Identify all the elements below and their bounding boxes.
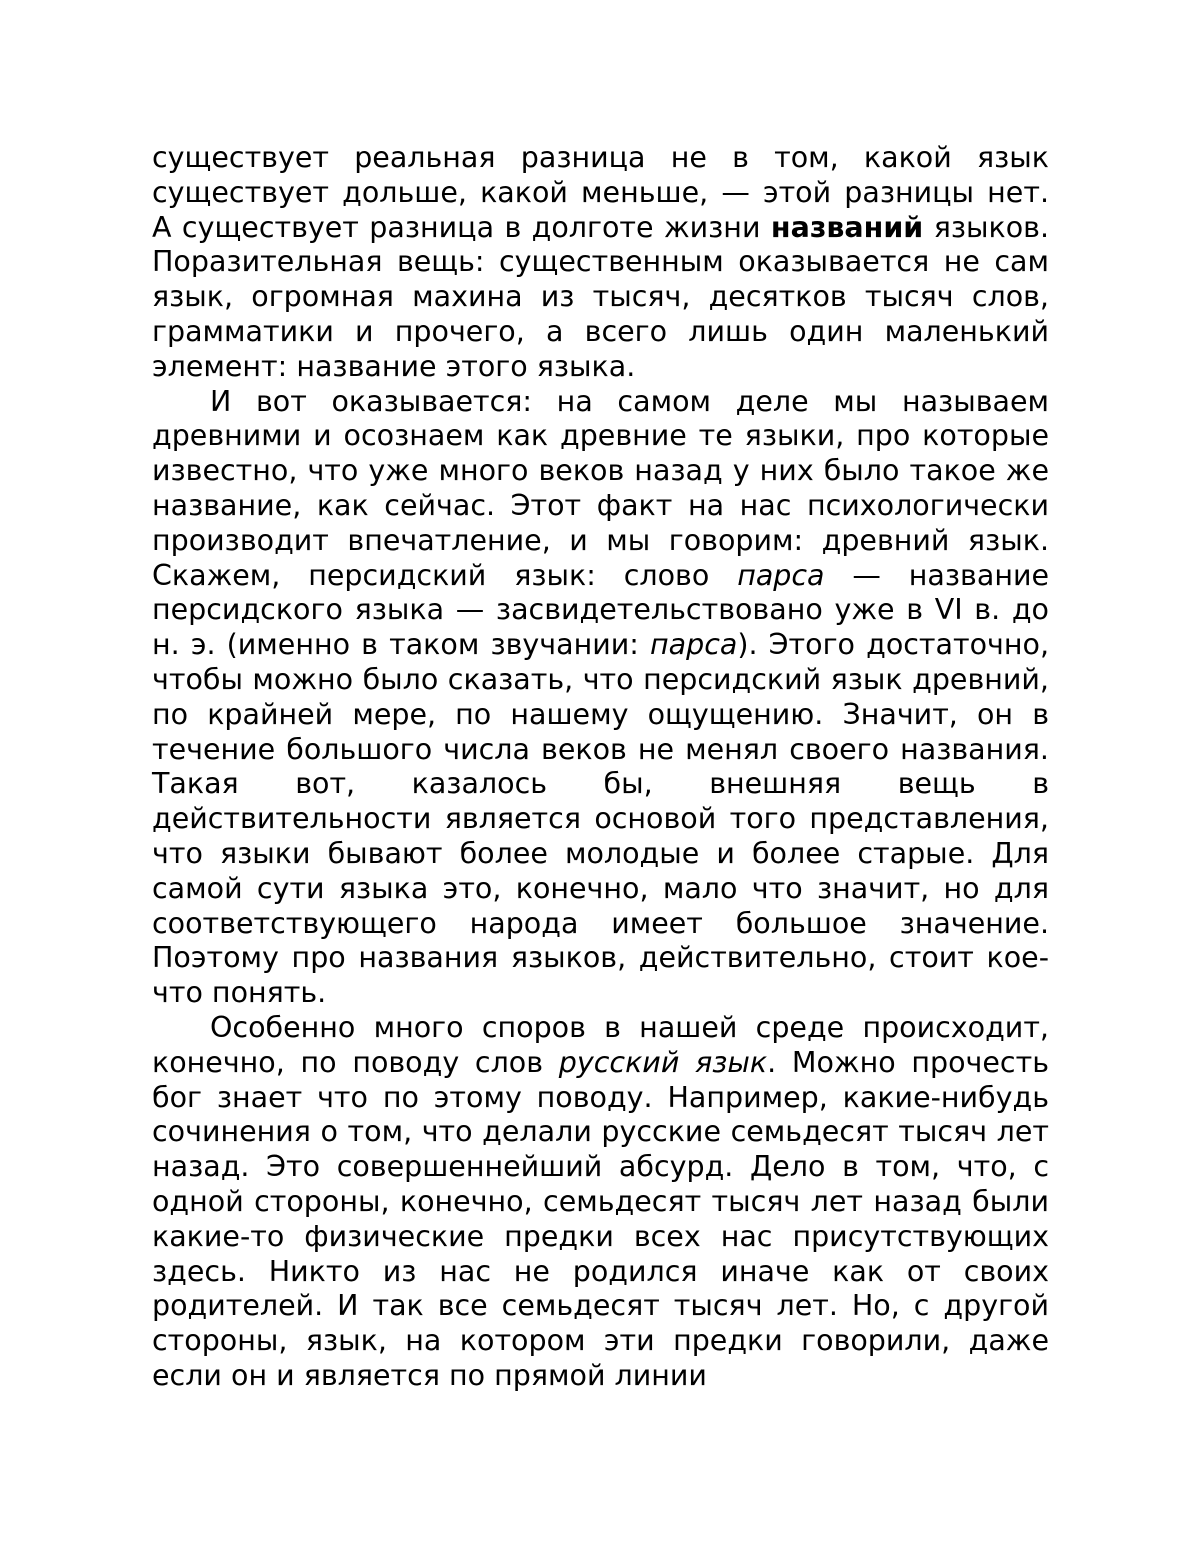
paragraph-3 bbox=[152, 1011, 1049, 1394]
text-segment: ). Этого достаточно, чтобы можно было сказать, что персидский язык древний, по крайней мере, по нашему ощущению. Значит, он в течение большого числа веков не менял своего названия. Такая вот, казалось бы, внешняя вещь в действительности является основой того представления, что языки бывают более молодые и более старые. Для самой сути языка это, конечно, мало что значит, но для соответствующего народа имеет большое значение. Поэтому про названия языков, действительно, стоит кое-что понять. bbox=[152, 628, 1050, 1010]
paragraph-2 bbox=[152, 385, 1049, 1011]
italic-term: парса bbox=[650, 628, 738, 662]
paragraph-1 bbox=[152, 141, 1049, 385]
bold-term: названий bbox=[770, 210, 924, 244]
document-page bbox=[152, 141, 1049, 1394]
italic-term: русский язык bbox=[558, 1045, 768, 1079]
text-segment: существует реальная разница не в том, какой язык существует дольше, какой меньше, — этой разницы нет. А существует разница в долготе жизни bbox=[152, 141, 1049, 244]
text-segment: И вот оказывается: на самом деле мы называем древними и осознаем как древние те языки, про которые известно, что уже много веков назад у них было такое же название, как сейчас. Этот факт на нас психологически производит впечатление, и мы говорим: древний язык. Скажем, персидский язык: слово bbox=[152, 384, 1049, 592]
text-segment: Особенно много споров в нашей среде происходит, конечно, по поводу слов bbox=[152, 1010, 1049, 1079]
text-segment: — название персидского языка — засвидетельствовано уже в VI в. до н. э. (именно в таком звучании: bbox=[152, 558, 1050, 662]
text-segment: языков. Поразительная вещь: существенным оказывается не сам язык, огромная махина из тысяч, десятков тысяч слов, грамматики и прочего, а всего лишь один маленький элемент: название этого языка. bbox=[152, 210, 1049, 383]
text-segment: . Можно прочесть бог знает что по этому поводу. Например, какие-нибудь сочинения о том, что делали русские семьдесят тысяч лет назад. Это совершеннейший абсурд. Дело в том, что, с одной стороны, конечно, семьдесят тысяч лет назад были какие-то физические предки всех нас присутствующих здесь. Никто из нас не родился иначе как от своих родителей. И так все семьдесят тысяч лет. Но, с другой стороны, язык, на котором эти предки говорили, даже если он и является по прямой линии bbox=[152, 1045, 1049, 1392]
italic-term: парса bbox=[737, 558, 825, 592]
